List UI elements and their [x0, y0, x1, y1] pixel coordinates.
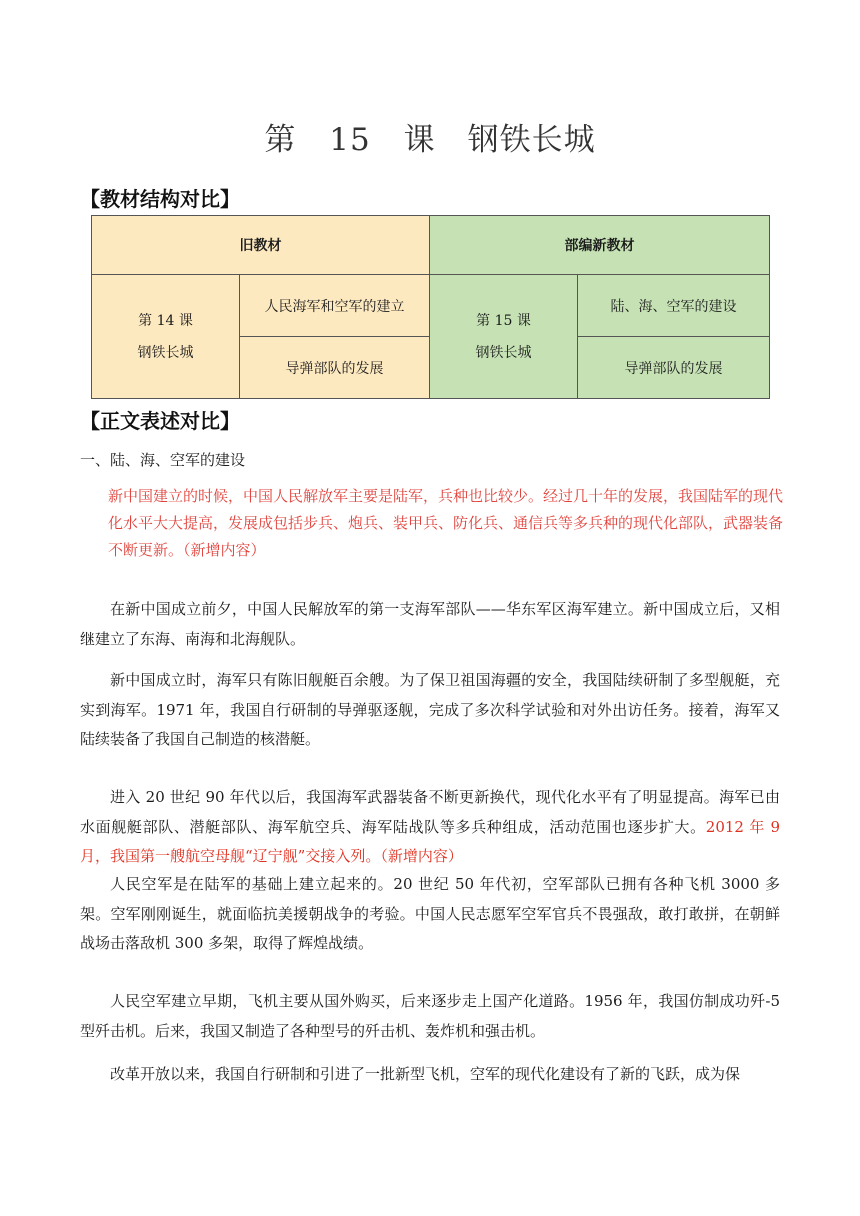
new-lesson-cell [430, 275, 578, 399]
paragraph-1: 在新中国成立前夕，中国人民解放军的第一支海军部队——华东军区海军建立。新中国成立后，又相继建立了东海、南海和北海舰队。 [80, 600, 780, 648]
new-textbook-header: 部编新教材 [430, 216, 770, 275]
paragraph-3-text: 进入 20 世纪 90 年代以后，我国海军武器装备不断更新换代，现代化水平有了明显提高。海军已由水面舰艇部队、潜艇部队、海军航空兵、海军陆战队等多兵种组成，活动范围也逐步扩大。 [80, 788, 780, 836]
old-topic-2: 导弹部队的发展 [240, 337, 430, 399]
comparison-table [91, 215, 770, 399]
new-topic-1: 陆、海、空军的建设 [578, 275, 770, 337]
paragraph-2: 新中国成立时，海军只有陈旧舰艇百余艘。为了保卫祖国海疆的安全，我国陆续研制了多型舰艇，充实到海军。1971 年，我国自行研制的导弹驱逐舰，完成了多次科学试验和对外出访任务。接着，海军又陆续装备了我国自己制造的核潜艇。 [80, 671, 780, 748]
structure-heading: 【教材结构对比】 [80, 187, 240, 211]
highlighted-new-content: 新中国建立的时候，中国人民解放军主要是陆军，兵种也比较少。经过几十年的发展，我国陆军的现代化水平大大提高，发展成包括步兵、炮兵、装甲兵、防化兵、通信兵等多兵种的现代化部队，武器装备不断更新。（新增内容） [108, 487, 784, 559]
old-lesson-cell [92, 275, 240, 399]
paragraph-4: 人民空军是在陆军的基础上建立起来的。20 世纪 50 年代初，空军部队已拥有各种飞机 3000 多架。空军刚刚诞生，就面临抗美援朝战争的考验。中国人民志愿军空军官兵不畏强敌，敢打敢拼，在朝鲜战场击落敌机 300 多架，取得了辉煌战绩。 [80, 875, 780, 952]
text-heading: 【正文表述对比】 [80, 409, 240, 433]
new-lesson-number: 第 15 课 [476, 312, 531, 329]
old-topic-1: 人民海军和空军的建立 [240, 275, 430, 337]
new-lesson-name: 钢铁长城 [475, 344, 532, 361]
old-textbook-header: 旧教材 [92, 216, 430, 275]
old-lesson-number: 第 14 课 [138, 312, 193, 329]
new-content-note: 2012 年 9 月，我国第一艘航空母舰“辽宁舰”交接入列。（新增内容） [80, 817, 780, 865]
new-topic-2: 导弹部队的发展 [578, 337, 770, 399]
lesson-title: 第 15 课 钢铁长城 [264, 122, 596, 158]
paragraph-5: 人民空军建立早期，飞机主要从国外购买，后来逐步走上国产化道路。1956 年，我国仿制成功歼-5 型歼击机。后来，我国又制造了各种型号的歼击机、轰炸机和强击机。 [80, 992, 780, 1040]
sub-heading: 一、陆、海、空军的建设 [80, 451, 246, 469]
old-lesson-name: 钢铁长城 [137, 344, 194, 361]
paragraph-6: 改革开放以来，我国自行研制和引进了一批新型飞机，空军的现代化建设有了新的飞跃，成为保 [110, 1065, 741, 1083]
paragraph-3 [80, 783, 780, 872]
